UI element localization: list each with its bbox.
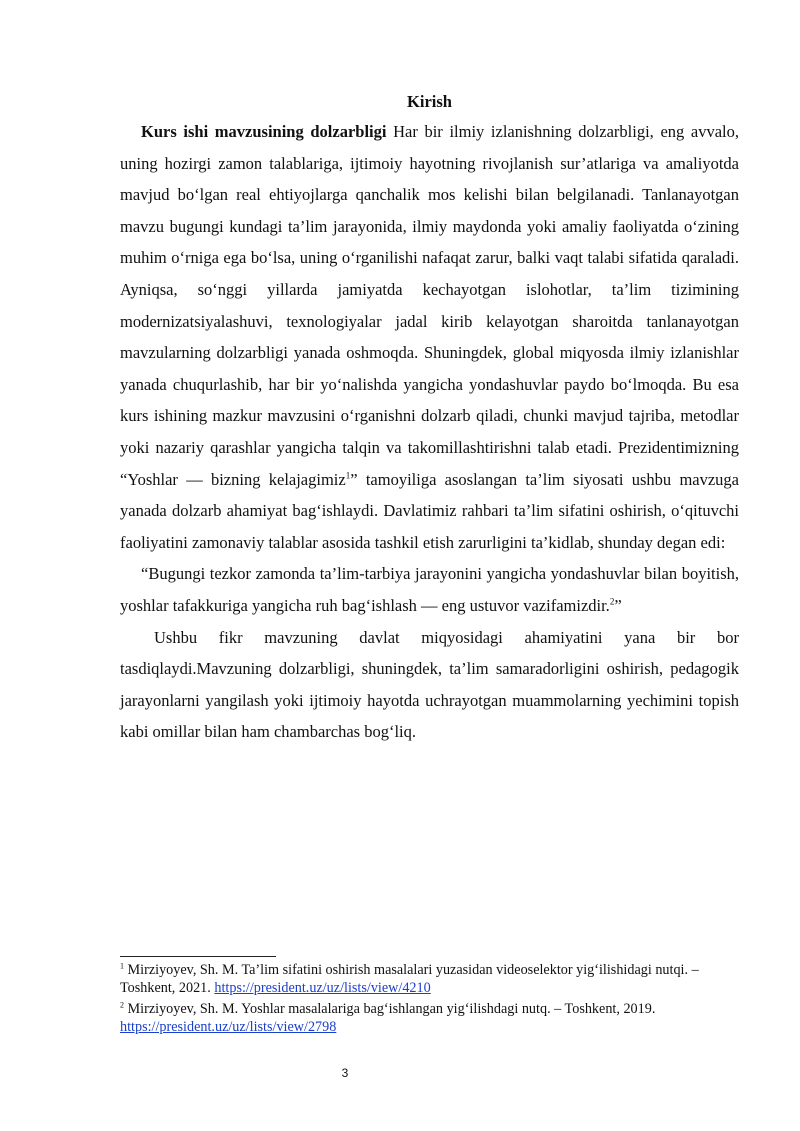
- quote-text: “Bugungi tezkor zamonda ta’lim-tarbiya jarayonini yangicha yondashuvlar bilan boyitish, yoshlar tafakkuriga yangicha ruh bag‘ishlash — eng ustuvor vazifamizdir.: [120, 564, 739, 615]
- conclusion-paragraph: Ushbu fikr mavzuning davlat miqyosidagi ahamiyatini yana bir bor tasdiqlaydi.Mavzuning dolzarbligi, shuningdek, ta’lim samaradorligini oshirish, pedagogik jarayonlarni yangilash yoki ijtimoiy hayotda uchrayotgan muammolarning yechimini topish kabi omillar bilan ham chambarchas bog‘liq.: [120, 627, 739, 742]
- paragraph-text-continued: ” tamoyiliga asoslangan ta’lim siyosati ushbu mavzuga yanada dolzarb ahamiyat bag‘ishlaydi. Davlatimiz rahbari ta’lim sifatini oshirish, o‘qituvchi faoliyatini zamonaviy talablar asosida tashkil etish zarurligini ta’kidlab, shunday degan edi:: [120, 469, 739, 552]
- paragraph-lead: Kurs ishi mavzusining dolzarbligi: [141, 122, 387, 141]
- paragraph-text: Har bir ilmiy izlanishning dolzarbligi, eng avvalo, uning hozirgi zamon talablariga, ijtimoiy hayotning rivojlanish sur’atlariga va amaliyotda mavjud bo‘lgan real ehtiyojlarga qanchalik mos kelishi bilan belgilanadi. Tanlanayotgan mavzu bugungi kundagi ta’lim jarayonida, ilmiy maydonda yoki amaliy faoliyatda o‘zining muhim o‘rniga ega bo‘lsa, uning o‘rganilishi nafaqat zarur, balki vaqt talabi sifatida qaraladi. Ayniqsa, so‘nggi yillarda jamiyatda kechayotgan islohotlar, ta’lim tizimining modernizatsiyalashuvi, texnologiyalar jadal kirib kelayotgan sharoitda tanlanayotgan mavzularning dolzarbligi yanada oshmoqda. Shuningdek, global miqyosda ilmiy izlanishlar yanada chuqurlashib, har bir yo‘nalishda yangicha yondashuvlar paydo bo‘lmoqda. Bu esa kurs ishining mazkur mavzusini o‘rganishni dolzarb qiladi, chunki mavjud tajriba, metodlar yoki nazariy qarashlar yangicha talqin va takomillashtirishni talab etadi. Prezidentimizning “Yoshlar — bizning kelajagimiz: [120, 122, 740, 489]
- footnotes: [120, 961, 740, 1039]
- footnote-1: [120, 961, 740, 997]
- section-heading: Kirish: [407, 92, 452, 111]
- footnote-marker: 2: [120, 1000, 124, 1010]
- footnote-separator: [120, 956, 276, 957]
- footnote-marker: 1: [120, 961, 124, 971]
- quote-paragraph: [120, 558, 739, 621]
- footnote-text: Mirziyoyev, Sh. M. Ta’lim sifatini oshirish masalalari yuzasidan videoselektor yig‘ilishidagi nutqi. – Toshkent, 2021.: [120, 962, 699, 996]
- page-number: 3: [341, 1066, 349, 1080]
- footnote-ref-1[interactable]: 1: [345, 470, 351, 481]
- footnote-link[interactable]: https://president.uz/uz/lists/view/4210: [214, 980, 431, 996]
- footnote-2: [120, 1000, 740, 1036]
- quote-close: ”: [614, 595, 622, 615]
- footnote-text: Mirziyoyev, Sh. M. Yoshlar masalalariga bag‘ishlangan yig‘ilishdagi nutq. – Toshkent, 2019.: [124, 1001, 656, 1017]
- intro-paragraph: [120, 116, 739, 558]
- document-page: [120, 92, 739, 748]
- footnote-ref-2[interactable]: 2: [609, 596, 615, 607]
- footnote-link[interactable]: https://president.uz/uz/lists/view/2798: [120, 1019, 337, 1035]
